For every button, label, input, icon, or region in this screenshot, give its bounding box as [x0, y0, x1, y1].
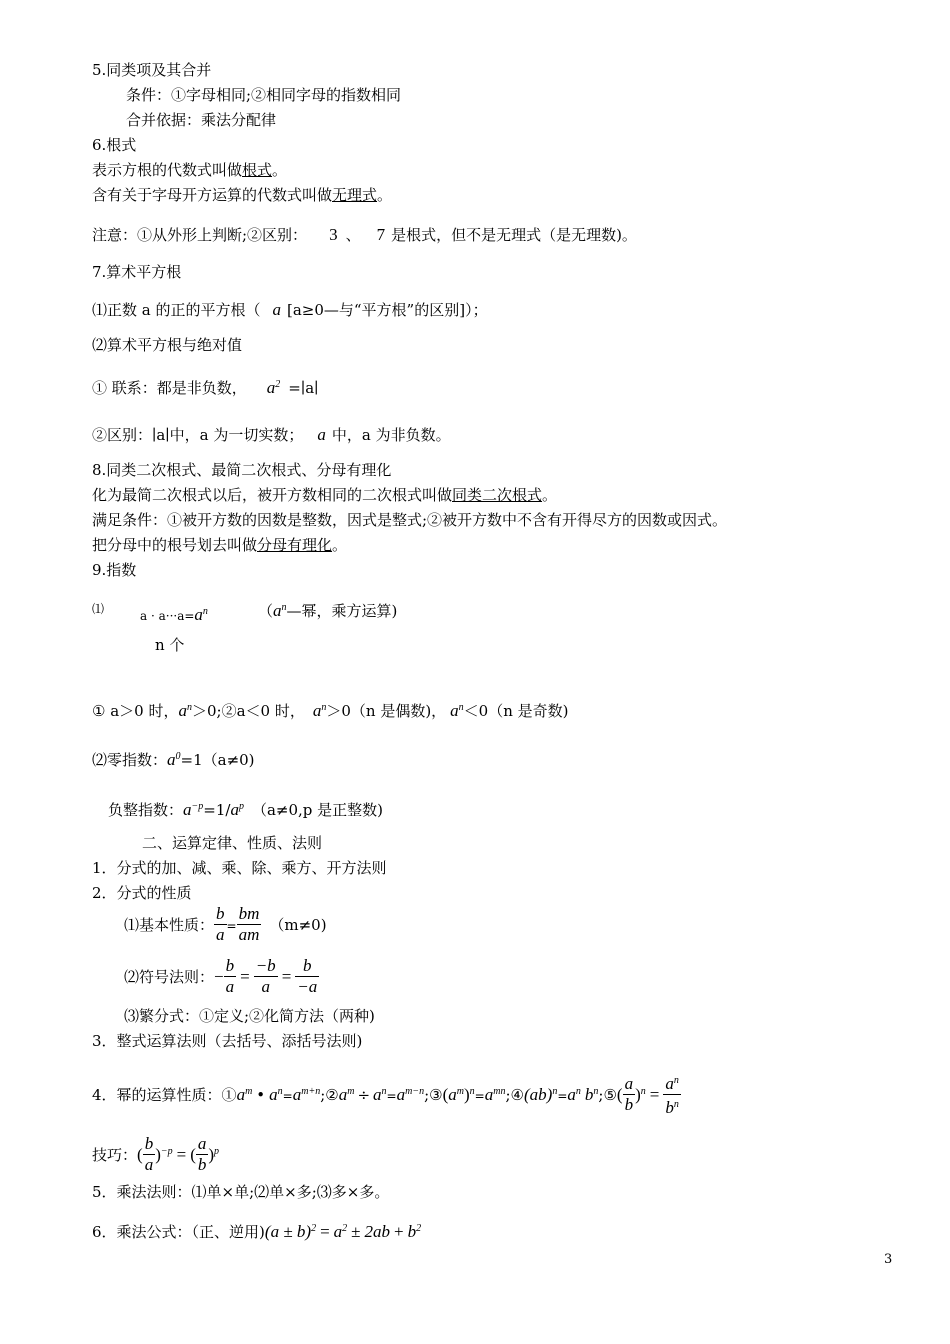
section-5-title: 5.同类项及其合并 [92, 61, 212, 79]
fraction-b-over-a: $\frac{b}{a}$ [216, 903, 225, 944]
section-7-difference: ②区别：∣a∣中，a 为一切实数； a 中，a 为非负数。 [92, 425, 451, 444]
power-definition: $a \cdot a\cdot\cdot\cdot a=a^n$ [140, 605, 208, 624]
sqrt-a: a [272, 300, 281, 319]
section-9-title: 9.指数 [92, 561, 137, 579]
rule-2-basic-property: ⑴基本性质： $\frac{b}{a}$ = $\frac{bm}{am}$ （m≠0) [124, 903, 327, 944]
section-7-positive-root: ⑴正数 a 的正的平方根（ a [a≥0—与“平方根”的区别]）； [92, 300, 488, 319]
term-radical: 根式 [242, 161, 273, 179]
tip-negative-exponent: 技巧：( $\frac{b}{a}$ )$^{-p}$ = ( $\frac{a}{b}$ )$^p$ [92, 1133, 220, 1174]
section-5-basis: 合并依据：乘法分配律 [126, 111, 277, 129]
term-irrational-expression: 无理式 [332, 186, 378, 204]
power-count-label: n 个 [155, 636, 185, 654]
rule-2-sign-rule: ⑵符号法则：− $\frac{b}{a}$ = $\frac{-b}{a}$ = $\frac{b}{-a}$ [124, 955, 318, 996]
power-sign-rule: ① a＞0 时，$a^n>0;②a<0$ 时， $a^n>0(n$ 是偶数)， $a^n<0(n$ 是奇数) [92, 701, 569, 720]
rule-2-complex-fraction: ⑶繁分式：①定义;②化简方法（两种) [124, 1007, 375, 1025]
section-6-note: 注意：①从外形上判断;②区别： 3 、 7 是根式，但不是无理式（是无理数)。 [92, 225, 637, 244]
rule-4-power-properties: 4．幂的运算性质：$①a^m$ • $a^n=a^{m+n};②a^m$ ÷ $a^n=a^{m-n};③(a^m)^n=a^{mn};④(ab)^n=a^n$ $b^n;⑤$( $\frac{a}{b}$ )$^n$ = $\frac{a^n}{b^n}$ [92, 1070, 681, 1120]
rule-3: 3．整式运算法则（去括号、添括号法则) [92, 1032, 363, 1050]
power-note: （$a^n—$幂，乘方运算) [258, 601, 398, 620]
fraction-bm-over-am: $\frac{bm}{am}$ [238, 903, 260, 944]
rule-1: 1．分式的加、减、乘、除、乘方、开方法则 [92, 859, 387, 877]
section-5-condition: 条件：①字母相同;②相同字母的指数相同 [126, 86, 402, 104]
zero-exponent: ⑵零指数：$a^0=1(a\ne 0)$ [92, 750, 255, 769]
section-7-relation: ① 联系：都是非负数， $a^2$ =∣a∣ [92, 378, 319, 397]
negative-exponent: 负整指数：$a^{-p}=1/a^p$ （a≠0,p 是正整数) [108, 800, 383, 819]
section-6-definition-irrational: 含有关于字母开方运算的代数式叫做无理式。 [92, 186, 393, 204]
sqrt-7: 7 [376, 225, 386, 244]
section-8-rationalize: 把分母中的根号划去叫做分母有理化。 [92, 536, 348, 554]
term-rationalize-denominator: 分母有理化 [257, 536, 333, 554]
page-number: 3 [884, 1252, 893, 1267]
section-7-abs-value: ⑵算术平方根与绝对值 [92, 336, 243, 354]
sqrt-3: 3 [329, 225, 338, 244]
term-similar-radicals: 同类二次根式 [452, 486, 543, 504]
section-7-title: 7.算术平方根 [92, 263, 182, 281]
section-9-item-1-label: ⑴ [92, 602, 105, 616]
section-6-title: 6.根式 [92, 136, 137, 154]
part-2-heading: 二、运算定律、性质、法则 [142, 834, 323, 852]
section-8-conditions: 满足条件：①被开方数的因数是整数，因式是整式;②被开方数中不含有开得尽方的因数或因式。 [92, 511, 728, 529]
section-6-definition-radical: 表示方根的代数式叫做根式。 [92, 161, 288, 179]
rule-6-multiplication-formula: 6．乘法公式：（正、逆用)$(a \pm b)^2 = a^2 \pm 2ab + b^2$ [92, 1222, 422, 1241]
section-8-title: 8.同类二次根式、最简二次根式、分母有理化 [92, 461, 392, 479]
rule-5: 5．乘法法则：⑴单×单;⑵单×多;⑶多×多。 [92, 1183, 390, 1201]
rule-2: 2．分式的性质 [92, 884, 192, 902]
section-8-similar-radicals: 化为最简二次根式以后，被开方数相同的二次根式叫做同类二次根式。 [92, 486, 558, 504]
